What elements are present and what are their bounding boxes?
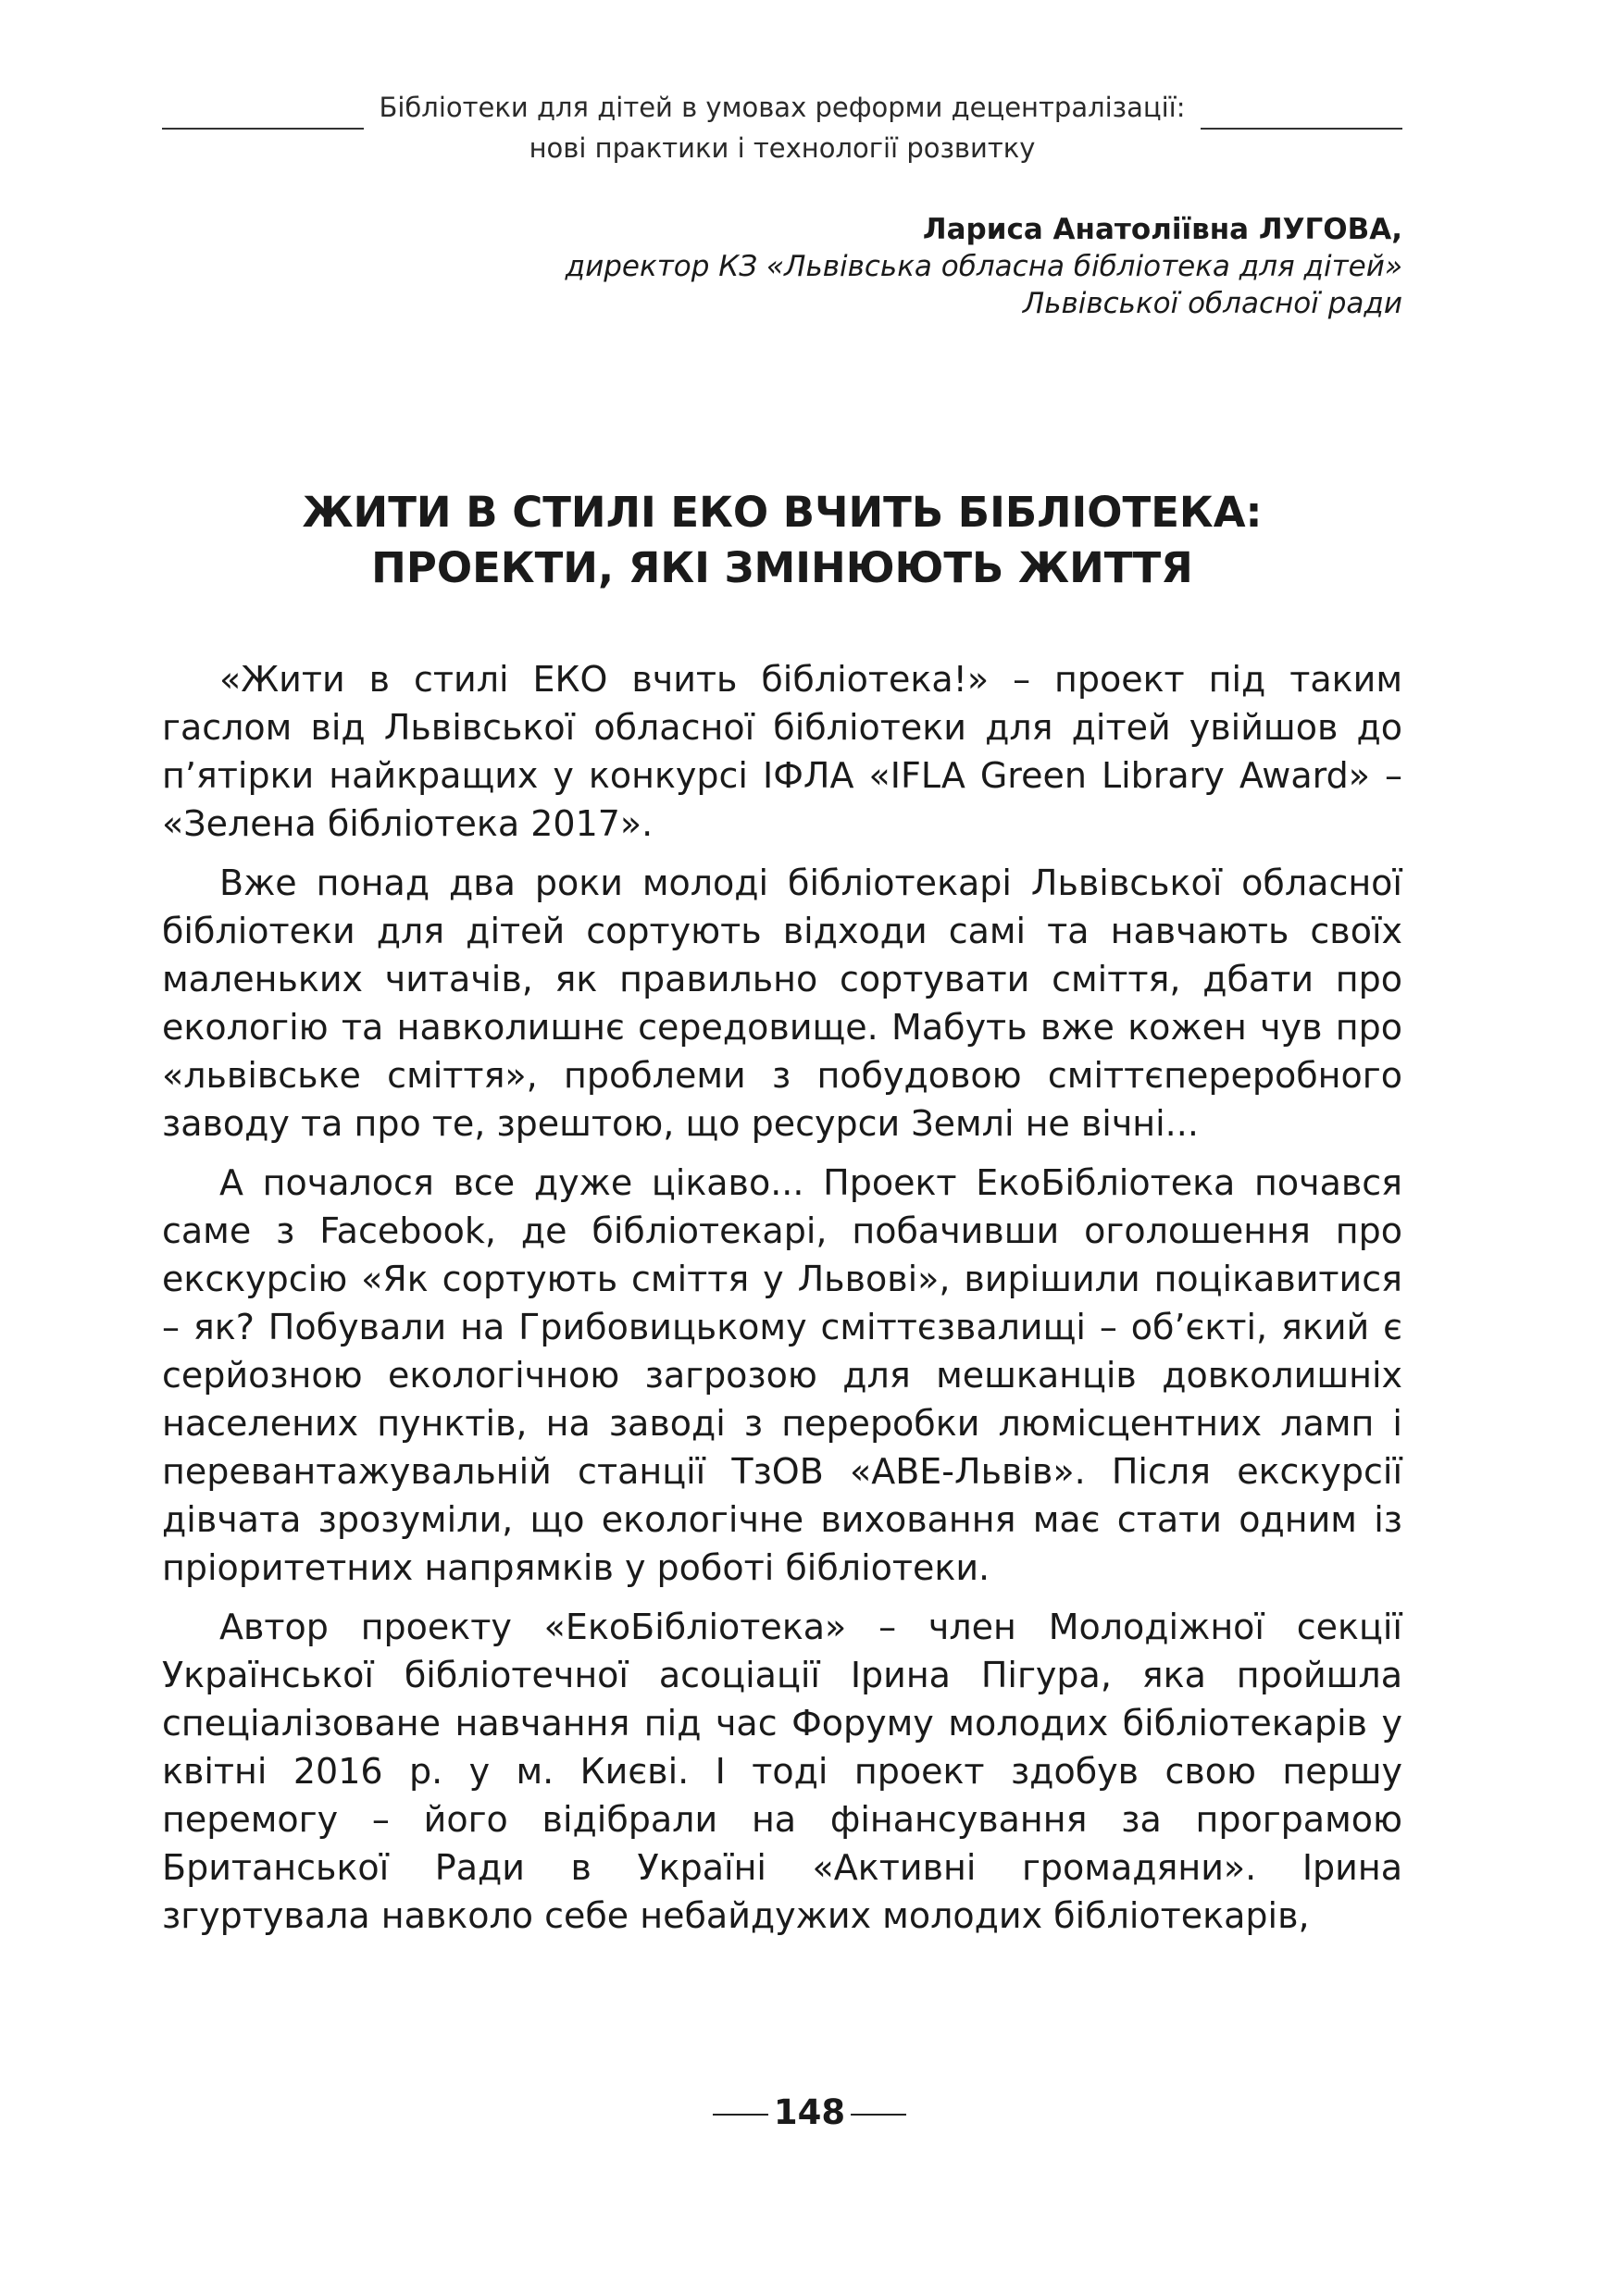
- paragraph-3: А почалося все дуже цікаво... Проект ЕкоБібліотека почався саме з Facebook, де бібліотекарі, побачивши оголошення про екскурсію «Як сортують сміття у Львові», вирішили поцікавитися – як? Побували на Грибовицькому сміттєзвалищі – об’єкті, який є серйозною екологічною загрозою для мешканців довколишніх населених пунктів, на заводі з переробки люмісцентних ламп і перевантажувальній станції ТзОВ «АВЕ-Львів». Після екскурсії дівчата зрозуміли, що екологічне виховання має стати одним із пріоритетних напрямків у роботі бібліотеки.: [162, 1162, 1402, 1588]
- paragraph-2: Вже понад два роки молоді бібліотекарі Львівської обласної бібліотеки для дітей сортують відходи самі та навчають своїх маленьких читачів, як правильно сортувати сміття, дбати про екологію та навколишнє середовище. Мабуть вже кожен чув про «львівське сміття», проблеми з побудовою сміттєпереробного заводу та про те, зрештою, що ресурси Землі не вічні...: [162, 863, 1402, 1144]
- running-head-left-rule: [162, 128, 364, 130]
- paragraph-4: Автор проекту «ЕкоБібліотека» – член Молодіжної секції Української бібліотечної асоціації Ірина Пігура, яка пройшла спеціалізоване навчання під час Форуму молодих бібліотекарів у квітні 2016 р. у м. Києві. І тоді проект здобув свою першу перемогу – його відібрали на фінансування за програмою Британської Ради в Україні «Активні громадяни». Ірина згуртувала навколо себе небайдужих молодих бібліотекарів,: [162, 1607, 1402, 1936]
- running-head-right-rule: [1201, 128, 1402, 130]
- page-number: 148: [773, 2092, 846, 2132]
- article-title: [162, 485, 1402, 596]
- running-head: [162, 87, 1402, 170]
- article-body: [162, 655, 1402, 1951]
- author-name: Лариса Анатоліївна ЛУГОВА,: [922, 213, 1402, 246]
- author-position-line-2: Львівської обласної ради: [1022, 287, 1402, 320]
- article-title-line-2: ПРОЕКТИ, ЯКІ ЗМІНЮЮТЬ ЖИТТЯ: [371, 543, 1193, 592]
- article-title-line-1: ЖИТИ В СТИЛІ ЕКО ВЧИТЬ БІБЛІОТЕКА:: [302, 488, 1263, 537]
- author-block: [566, 211, 1402, 322]
- running-head-line-2: нові практики і технології розвитку: [529, 132, 1036, 164]
- running-head-text: [373, 87, 1191, 168]
- running-head-line-1: Бібліотеки для дітей в умовах реформи децентралізації:: [379, 92, 1186, 123]
- author-position-line-1: директор КЗ «Львівська обласна бібліотека для дітей»: [565, 250, 1402, 283]
- page-number-right-rule: [851, 2114, 906, 2116]
- page-number-footer: [0, 2091, 1619, 2134]
- paragraph-1: «Жити в стилі ЕКО вчить бібліотека!» – проект під таким гаслом від Львівської обласної бібліотеки для дітей увійшов до п’ятірки найкращих у конкурсі ІФЛА «IFLA Green Library Award» – «Зелена бібліотека 2017».: [162, 659, 1402, 844]
- page-number-left-rule: [713, 2114, 768, 2116]
